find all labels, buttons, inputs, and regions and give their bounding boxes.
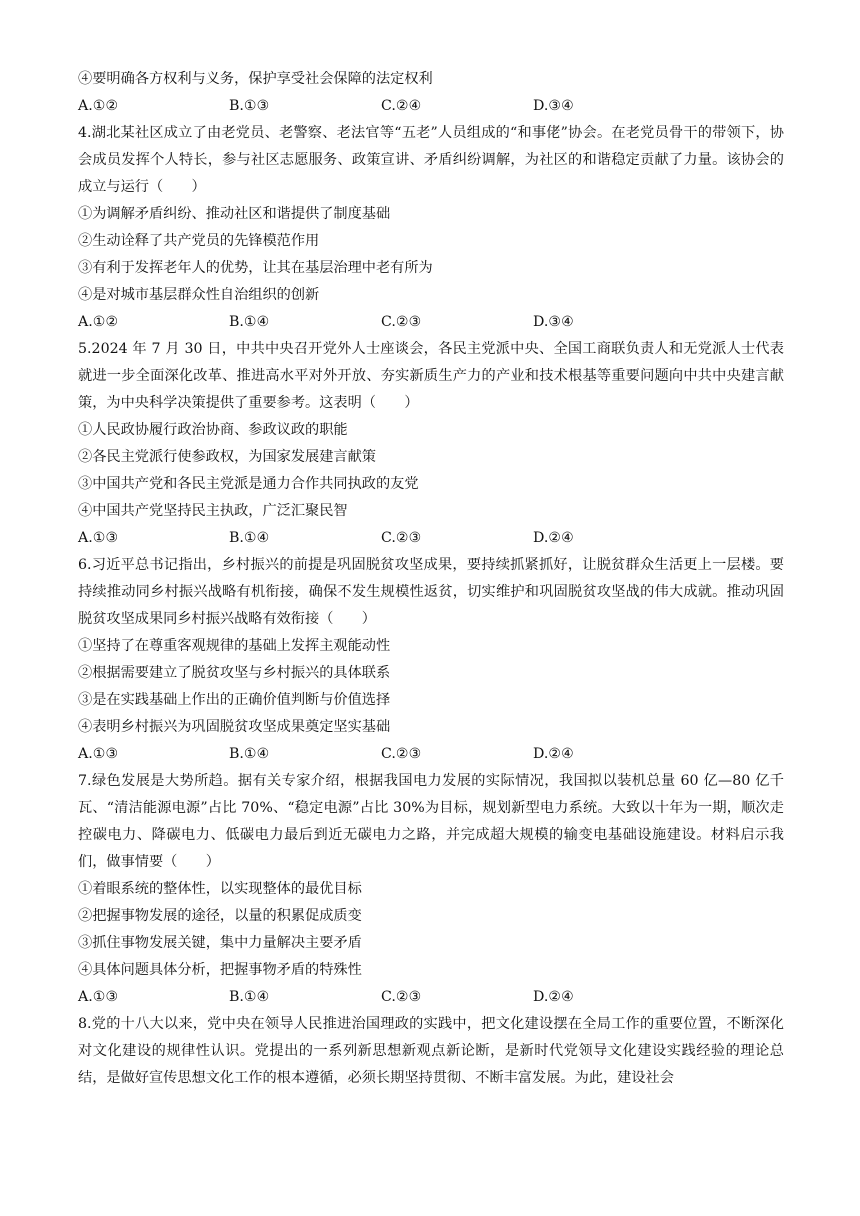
q5-item-2: ②各民主党派行使参政权，为国家发展建言献策	[78, 449, 376, 465]
q7-option-c[interactable]: C.②③	[381, 989, 422, 1005]
q6-options	[78, 741, 784, 768]
q7-item-3: ③抓住事物发展关键，集中力量解决主要矛盾	[78, 935, 362, 951]
exam-page	[78, 66, 784, 1092]
q5-options	[78, 525, 784, 552]
q5-item-1: ①人民政协履行政治协商、参政议政的职能	[78, 422, 348, 438]
q5-stem: 5.2024 年 7 月 30 日，中共中央召开党外人士座谈会，各民主党派中央、全国工商联负责人和无党派人士代表就进一步全面深化改革、推进高水平对外开放、夯实新质生产力的产业和技术根基等重要问题向中共中央建言献策，为中央科学决策提供了重要参考。这表明（ ）	[78, 341, 784, 411]
question-7	[78, 768, 784, 1011]
q5-option-b[interactable]: B.①④	[229, 530, 270, 546]
q4-option-c[interactable]: C.②③	[381, 314, 422, 330]
q7-item-4: ④具体问题具体分析，把握事物矛盾的特殊性	[78, 962, 362, 978]
q6-stem: 6.习近平总书记指出，乡村振兴的前提是巩固脱贫攻坚成果，要持续抓紧抓好，让脱贫群众生活更上一层楼。要持续推动同乡村振兴战略有机衔接，确保不发生规模性返贫，切实维护和巩固脱贫攻坚战的伟大成就。推动巩固脱贫攻坚成果同乡村振兴战略有效衔接（ ）	[78, 557, 784, 627]
q4-item-3: ③有利于发挥老年人的优势，让其在基层治理中老有所为	[78, 260, 433, 276]
q7-stem: 7.绿色发展是大势所趋。据有关专家介绍，根据我国电力发展的实际情况，我国拟以装机总量 60 亿—80 亿千瓦、“清洁能源电源”占比 70%、“稳定电源”占比 30%为目标，规划新型电力系统。大致以十年为一期，顺次走控碳电力、降碳电力、低碳电力最后到近无碳电力之路，并完成超大规模的输变电基础设施建设。材料启示我们，做事情要（ ）	[78, 773, 784, 870]
question-6	[78, 552, 784, 768]
q3-option-b[interactable]: B.①③	[229, 98, 270, 114]
q6-item-1: ①坚持了在尊重客观规律的基础上发挥主观能动性	[78, 638, 391, 654]
question-8	[78, 1011, 784, 1092]
q7-option-a[interactable]: A.①③	[78, 989, 119, 1005]
q5-item-3: ③中国共产党和各民主党派是通力合作共同执政的友党	[78, 476, 419, 492]
q6-option-a[interactable]: A.①③	[78, 746, 119, 762]
question-4	[78, 120, 784, 336]
q6-option-d[interactable]: D.②④	[533, 746, 574, 762]
q3-option-c[interactable]: C.②④	[381, 98, 422, 114]
q3-option-a[interactable]: A.①②	[78, 98, 119, 114]
q7-option-d[interactable]: D.②④	[533, 989, 574, 1005]
q4-option-a[interactable]: A.①②	[78, 314, 119, 330]
q4-item-1: ①为调解矛盾纠纷、推动社区和谐提供了制度基础	[78, 206, 391, 222]
q6-option-c[interactable]: C.②③	[381, 746, 422, 762]
q7-item-1: ①着眼系统的整体性，以实现整体的最优目标	[78, 881, 362, 897]
q5-item-4: ④中国共产党坚持民主执政，广泛汇聚民智	[78, 503, 348, 519]
q3-options	[78, 93, 784, 120]
question-5	[78, 336, 784, 552]
q7-options	[78, 984, 784, 1011]
q3-option-d[interactable]: D.③④	[533, 98, 574, 114]
q6-option-b[interactable]: B.①④	[229, 746, 270, 762]
q6-item-3: ③是在实践基础上作出的正确价值判断与价值选择	[78, 692, 391, 708]
q3-item-4: ④要明确各方权利与义务，保护享受社会保障的法定权利	[78, 71, 433, 87]
q7-option-b[interactable]: B.①④	[229, 989, 270, 1005]
q4-stem: 4.湖北某社区成立了由老党员、老警察、老法官等“五老”人员组成的“和事佬”协会。在老党员骨干的带领下，协会成员发挥个人特长，参与社区志愿服务、政策宣讲、矛盾纠纷调解，为社区的和谐稳定贡献了力量。该协会的成立与运行（ ）	[78, 125, 784, 195]
q5-option-c[interactable]: C.②③	[381, 530, 422, 546]
question-3-tail	[78, 66, 784, 120]
q5-option-a[interactable]: A.①③	[78, 530, 119, 546]
q5-option-d[interactable]: D.②④	[533, 530, 574, 546]
q4-options	[78, 309, 784, 336]
q8-stem: 8.党的十八大以来，党中央在领导人民推进治国理政的实践中，把文化建设摆在全局工作的重要位置，不断深化对文化建设的规律性认识。党提出的一系列新思想新观点新论断，是新时代党领导文化建设实践经验的理论总结，是做好宣传思想文化工作的根本遵循，必须长期坚持贯彻、不断丰富发展。为此，建设社会	[78, 1016, 784, 1086]
q4-option-b[interactable]: B.①④	[229, 314, 270, 330]
q4-item-4: ④是对城市基层群众性自治组织的创新	[78, 287, 320, 303]
q4-item-2: ②生动诠释了共产党员的先锋模范作用	[78, 233, 320, 249]
q6-item-2: ②根据需要建立了脱贫攻坚与乡村振兴的具体联系	[78, 665, 391, 681]
q7-item-2: ②把握事物发展的途径，以量的积累促成质变	[78, 908, 362, 924]
q4-option-d[interactable]: D.③④	[533, 314, 574, 330]
q6-item-4: ④表明乡村振兴为巩固脱贫攻坚成果奠定坚实基础	[78, 719, 391, 735]
